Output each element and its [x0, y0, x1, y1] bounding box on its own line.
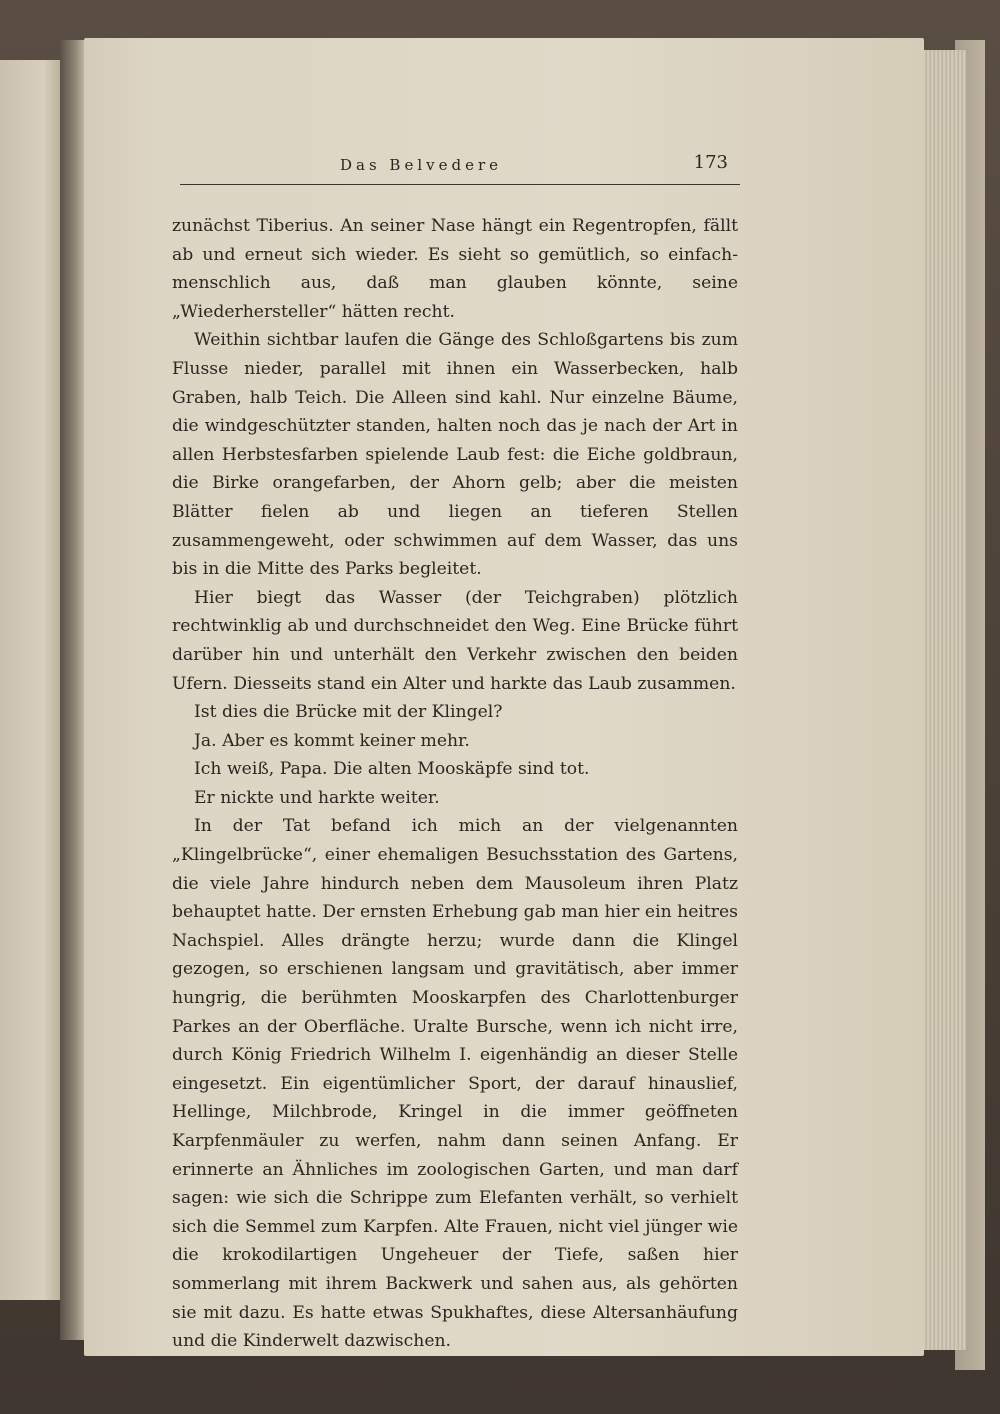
dialogue-line: Ja. Aber es kommt keiner mehr.	[194, 730, 470, 751]
dialogue-line: Er nickte und harkte weiter.	[194, 787, 440, 808]
header-rule	[180, 184, 740, 185]
paragraph: zunächst Tiberius. An seiner Nase hängt ein Regentropfen, fällt ab und erneut sich wieder. Es sieht so gemütlich, so einfach-menschlich aus, daß man glauben könnte, seine „Wiederhersteller“ hätten recht.	[172, 216, 738, 322]
dialogue-line: Ist dies die Brücke mit der Klingel?	[194, 702, 503, 723]
paragraph: Hier biegt das Wasser (der Teichgraben) plötzlich rechtwinklig ab und durchschneidet den Weg. Eine Brücke führt darüber hin und unterhält den Verkehr zwischen den beiden Ufern. Diesseits stand ein Alter und harkte das Laub zusammen.	[172, 587, 738, 694]
paragraph: Weithin sichtbar laufen die Gänge des Schloßgartens bis zum Flusse nieder, parallel mit ihnen ein Wasserbecken, halb Graben, halb Teich. Die Alleen sind kahl. Nur einzelne Bäume, die windgeschützter standen, halten noch das je nach der Art in allen Herbstesfarben spielende Laub fest: die Eiche goldbraun, die Birke orangefarben, der Ahorn gelb; aber die meisten Blätter fielen ab und liegen an tieferen Stellen zusammengeweht, oder schwimmen auf dem Wasser, das uns bis in die Mitte des Parks begleitet.	[172, 330, 738, 580]
body-text	[172, 212, 738, 1356]
dialogue-line: Ich weiß, Papa. Die alten Mooskäpfe sind tot.	[194, 759, 590, 780]
paragraph: In der Tat befand ich mich an der vielgenannten „Klingelbrücke“, einer ehemaligen Besuchsstation des Gartens, die viele Jahre hindurch neben dem Mausoleum ihren Platz behauptet hatte. Der ernsten Erhebung gab man hier ein heitres Nachspiel. Alles drängte herzu; wurde dann die Klingel gezogen, so erschienen langsam und gravitätisch, aber immer hungrig, die berühmten Mooskarpfen des Charlottenburger Parkes an der Oberfläche. Uralte Bursche, wenn ich nicht irre, durch König Friedrich Wilhelm I. eigenhändig an dieser Stelle eingesetzt. Ein eigentümlicher Sport, der darauf hinauslief, Hellinge, Milchbrode, Kringel in die immer geöffneten Karpfenmäuler zu werfen, nahm dann seinen Anfang. Er erinnerte an Ähnliches im zoologischen Garten, und man darf sagen: wie sich die Schrippe zum Elefanten verhält, so verhielt sich die Semmel zum Karpfen. Alte Frauen, nicht viel jünger wie die krokodilartigen Ungeheuer der Tiefe, saßen hier sommerlang mit ihrem Backwerk und sahen aus, als gehörten sie mit dazu. Es hatte etwas Spukhaftes, diese Altersanhäufung und die Kinderwelt dazwischen.	[172, 816, 738, 1352]
facing-page-edge	[0, 60, 64, 1300]
running-head: Das Belvedere	[340, 156, 503, 174]
page-header	[180, 152, 740, 186]
page-number: 173	[693, 152, 728, 173]
